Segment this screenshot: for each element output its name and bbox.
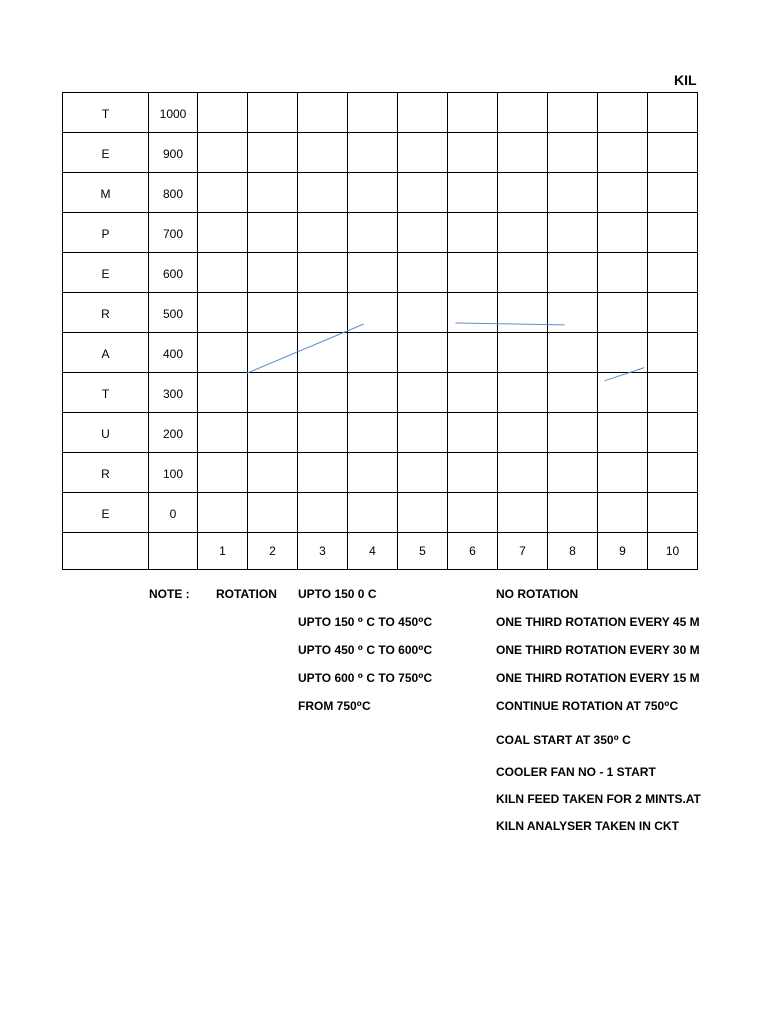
grid-cell xyxy=(598,133,648,173)
grid-cell xyxy=(248,373,298,413)
y-tick-label: 400 xyxy=(149,333,198,373)
grid-cell xyxy=(348,333,398,373)
grid-cell xyxy=(248,253,298,293)
grid-cell xyxy=(398,173,448,213)
grid-row xyxy=(63,293,698,333)
grid-row xyxy=(63,133,698,173)
grid-cell xyxy=(598,453,648,493)
y-tick-label: 600 xyxy=(149,253,198,293)
action-1: NO ROTATION xyxy=(496,587,579,601)
grid-cell xyxy=(648,293,698,333)
action-2: ONE THIRD ROTATION EVERY 45 M xyxy=(496,615,700,629)
action-8: KILN FEED TAKEN FOR 2 MINTS.AT xyxy=(496,792,701,806)
grid-cell xyxy=(248,453,298,493)
x-tick-label: 9 xyxy=(598,533,648,570)
grid-cell xyxy=(498,453,548,493)
action-3: ONE THIRD ROTATION EVERY 30 M xyxy=(496,643,700,657)
y-axis-letter: E xyxy=(63,133,149,173)
grid-cell xyxy=(298,333,348,373)
grid-cell xyxy=(248,493,298,533)
condition-3: UPTO 450 ⁰ C TO 600⁰C xyxy=(298,643,433,657)
x-tick-label: 1 xyxy=(198,533,248,570)
grid-cell xyxy=(348,453,398,493)
y-tick-label: 900 xyxy=(149,133,198,173)
y-tick-label: 100 xyxy=(149,453,198,493)
y-axis-letter: U xyxy=(63,413,149,453)
grid-cell xyxy=(598,213,648,253)
grid-cell xyxy=(448,133,498,173)
grid-cell xyxy=(598,173,648,213)
grid-cell xyxy=(548,253,598,293)
x-tick-label: 5 xyxy=(398,533,448,570)
grid-cell xyxy=(398,213,448,253)
grid-cell xyxy=(248,293,298,333)
grid-cell xyxy=(498,333,548,373)
x-tick-label: 7 xyxy=(498,533,548,570)
y-axis-letter: R xyxy=(63,453,149,493)
grid-row xyxy=(63,413,698,453)
condition-5: FROM 750⁰C xyxy=(298,699,371,713)
y-tick-label: 1000 xyxy=(149,93,198,133)
grid-cell xyxy=(198,293,248,333)
grid-cell xyxy=(398,453,448,493)
grid-cell xyxy=(548,493,598,533)
y-axis-letter: R xyxy=(63,293,149,333)
grid-cell xyxy=(298,213,348,253)
grid-cell xyxy=(198,373,248,413)
grid-cell xyxy=(298,453,348,493)
grid-cell xyxy=(298,173,348,213)
grid-cell xyxy=(448,493,498,533)
grid-cell xyxy=(448,213,498,253)
grid-row xyxy=(63,173,698,213)
grid-cell xyxy=(548,133,598,173)
grid-cell xyxy=(348,173,398,213)
grid-cell xyxy=(298,373,348,413)
grid-cell xyxy=(348,373,398,413)
y-axis-letter: M xyxy=(63,173,149,213)
grid-cell xyxy=(348,293,398,333)
grid-cell xyxy=(248,213,298,253)
grid-cell xyxy=(398,493,448,533)
grid-cell xyxy=(398,93,448,133)
y-tick-label: 800 xyxy=(149,173,198,213)
grid-cell xyxy=(298,93,348,133)
grid-cell xyxy=(63,533,149,570)
grid-cell xyxy=(398,293,448,333)
grid-cell xyxy=(248,413,298,453)
grid-row xyxy=(63,93,698,133)
grid-cell xyxy=(198,253,248,293)
grid-cell xyxy=(348,253,398,293)
grid-cell xyxy=(398,133,448,173)
grid-cell xyxy=(448,333,498,373)
grid-cell xyxy=(498,93,548,133)
y-axis-letter: E xyxy=(63,253,149,293)
grid-cell xyxy=(598,413,648,453)
y-tick-label: 700 xyxy=(149,213,198,253)
grid-cell xyxy=(298,293,348,333)
x-tick-label: 6 xyxy=(448,533,498,570)
grid-cell xyxy=(398,413,448,453)
grid-cell xyxy=(448,93,498,133)
grid-cell xyxy=(198,453,248,493)
grid-cell xyxy=(348,493,398,533)
y-tick-label: 200 xyxy=(149,413,198,453)
x-tick-label: 3 xyxy=(298,533,348,570)
grid-cell xyxy=(598,253,648,293)
rotation-label: ROTATION xyxy=(216,587,277,601)
grid-cell xyxy=(348,213,398,253)
grid-cell xyxy=(448,453,498,493)
grid-cell xyxy=(398,253,448,293)
grid-cell xyxy=(448,413,498,453)
action-4: ONE THIRD ROTATION EVERY 15 M xyxy=(496,671,700,685)
grid-cell xyxy=(548,213,598,253)
grid-cell xyxy=(248,93,298,133)
grid-cell xyxy=(648,493,698,533)
grid-cell xyxy=(448,253,498,293)
grid-cell xyxy=(298,253,348,293)
grid-cell xyxy=(648,333,698,373)
grid-cell xyxy=(448,293,498,333)
grid-cell xyxy=(548,373,598,413)
x-tick-label: 2 xyxy=(248,533,298,570)
grid-cell xyxy=(198,133,248,173)
grid-cell xyxy=(648,373,698,413)
action-6: COAL START AT 350⁰ C xyxy=(496,733,631,747)
grid-cell xyxy=(348,133,398,173)
grid-cell xyxy=(248,133,298,173)
grid-cell xyxy=(198,173,248,213)
grid-cell xyxy=(448,373,498,413)
grid-cell xyxy=(149,533,198,570)
temperature-grid xyxy=(62,92,698,570)
grid-cell xyxy=(598,373,648,413)
grid-cell xyxy=(648,173,698,213)
grid-cell xyxy=(598,493,648,533)
x-axis-row xyxy=(63,533,698,570)
grid-cell xyxy=(348,413,398,453)
y-tick-label: 300 xyxy=(149,373,198,413)
grid-cell xyxy=(648,133,698,173)
grid-cell xyxy=(298,493,348,533)
grid-cell xyxy=(348,93,398,133)
y-tick-label: 0 xyxy=(149,493,198,533)
grid-cell xyxy=(648,93,698,133)
grid-cell xyxy=(548,333,598,373)
grid-cell xyxy=(498,213,548,253)
grid-cell xyxy=(548,93,598,133)
grid-cell xyxy=(498,373,548,413)
grid-cell xyxy=(198,93,248,133)
grid-row xyxy=(63,493,698,533)
grid-cell xyxy=(498,173,548,213)
grid-cell xyxy=(498,253,548,293)
grid-cell xyxy=(548,413,598,453)
grid-cell xyxy=(298,133,348,173)
page-title: KIL xyxy=(674,72,697,88)
grid-cell xyxy=(548,453,598,493)
grid-cell xyxy=(498,413,548,453)
x-tick-label: 4 xyxy=(348,533,398,570)
grid-cell xyxy=(198,493,248,533)
grid-row xyxy=(63,453,698,493)
grid-cell xyxy=(298,413,348,453)
condition-4: UPTO 600 ⁰ C TO 750⁰C xyxy=(298,671,433,685)
grid-cell xyxy=(598,93,648,133)
grid-row xyxy=(63,333,698,373)
y-axis-letter: A xyxy=(63,333,149,373)
x-tick-label: 8 xyxy=(548,533,598,570)
grid-cell xyxy=(648,213,698,253)
condition-2: UPTO 150 ⁰ C TO 450⁰C xyxy=(298,615,433,629)
grid-cell xyxy=(548,293,598,333)
y-axis-letter: T xyxy=(63,373,149,413)
action-7: COOLER FAN NO - 1 START xyxy=(496,765,656,779)
grid-cell xyxy=(498,133,548,173)
grid-cell xyxy=(198,333,248,373)
y-axis-letter: E xyxy=(63,493,149,533)
grid-cell xyxy=(398,373,448,413)
grid-cell xyxy=(598,333,648,373)
grid-cell xyxy=(248,173,298,213)
grid-cell xyxy=(648,253,698,293)
condition-1: UPTO 150 0 C xyxy=(298,587,377,601)
x-tick-label: 10 xyxy=(648,533,698,570)
grid-cell xyxy=(248,333,298,373)
grid-cell xyxy=(598,293,648,333)
y-tick-label: 500 xyxy=(149,293,198,333)
grid-cell xyxy=(398,333,448,373)
grid-cell xyxy=(648,453,698,493)
grid-cell xyxy=(548,173,598,213)
grid-cell xyxy=(648,413,698,453)
y-axis-letter: T xyxy=(63,93,149,133)
grid-row xyxy=(63,373,698,413)
action-5: CONTINUE ROTATION AT 750⁰C xyxy=(496,699,679,713)
y-axis-letter: P xyxy=(63,213,149,253)
note-label: NOTE : xyxy=(149,587,190,601)
grid-cell xyxy=(448,173,498,213)
grid-cell xyxy=(198,413,248,453)
grid-row xyxy=(63,253,698,293)
grid-cell xyxy=(498,493,548,533)
grid-cell xyxy=(498,293,548,333)
grid-row xyxy=(63,213,698,253)
grid-cell xyxy=(198,213,248,253)
action-9: KILN ANALYSER TAKEN IN CKT xyxy=(496,819,679,833)
